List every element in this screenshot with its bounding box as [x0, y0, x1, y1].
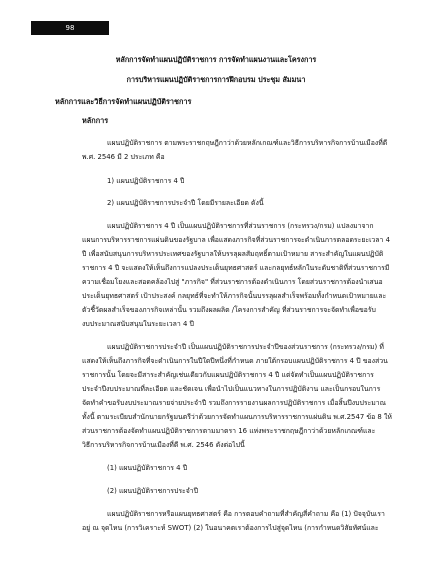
paragraph-2-line: ตัวชี้วัดผลสำเร็จของภารกิจเหล่านั้น รวมถึงผลผลิต /โครงการสำคัญ ที่ส่วนราชการจะจัดทำเพื่อขอรับ — [82, 306, 376, 314]
paragraph-2-line: งบประมาณสนับสนุนในระยะเวลา 4 ปี — [82, 320, 194, 328]
paragraph-3-line: แสดงให้เห็นถึงภารกิจที่จะดำเนินการในปีใดปีหนึ่งที่กำหนด ภายใต้กรอบแผนปฏิบัติราชการ 4 ปี ของส่วน — [82, 357, 388, 365]
paragraph-2-line: แผนปฏิบัติราชการ 4 ปี เป็นแผนปฏิบัติราชการที่ส่วนราชการ (กระทรวง/กรม) แปลงมาจาก — [107, 222, 374, 230]
list-item: (1) แผนปฏิบัติราชการ 4 ปี — [107, 464, 188, 472]
paragraph-3-line: ราชการนั้น โดยจะมีสาระสำคัญเช่นเดียวกับแผนปฏิบัติราชการ 4 ปี แต่จัดทำเป็นแผนปฏิบัติราชการ — [82, 371, 374, 379]
paragraph-3-line: วิธีการบริหารกิจการบ้านเมืองที่ดี พ.ศ. 2546 ดังต่อไปนี้ — [82, 441, 245, 449]
document-title-line-2: การบริหารแผนปฏิบัติราชการการฝึกอบรม ประชุม สัมมนา — [126, 75, 306, 84]
list-item: 1) แผนปฏิบัติราชการ 4 ปี — [107, 177, 185, 185]
document-title-line-1: หลักการจัดทำแผนปฏิบัติราชการ การจัดทำแผนงานและโครงการ — [115, 55, 317, 64]
list-item: 2) แผนปฏิบัติราชการประจำปี โดยมีรายละเอียด ดังนี้ — [107, 199, 264, 207]
paragraph-3-line: ประจำปีงบประมาณที่ละเอียด และชัดเจน เพื่อนำไปเป็นแนวทางในการปฏิบัติงาน และเป็นกรอบในการ — [82, 385, 381, 393]
paragraph-2-line: ราชการ 4 ปี จะแสดงให้เห็นถึงการแปลงประเด็นยุทธศาสตร์ และกลยุทธ์หลักในระดับชาติที่ส่วนราชการมี — [82, 264, 390, 272]
list-item: (2) แผนปฏิบัติราชการประจำปี — [107, 487, 199, 495]
paragraph-2-line: แผนการบริหารราชการแผ่นดินของรัฐบาล เพื่อแสดงภารกิจที่ส่วนราชการจะดำเนินการตลอดระยะเวลา 4 — [82, 236, 390, 244]
paragraph-3-line: แผนปฏิบัติราชการประจำปี เป็นแผนปฏิบัติราชการประจำปีของส่วนราชการ (กระทรวง/กรม) ที่ — [107, 343, 384, 351]
sub-heading: หลักการ — [82, 116, 109, 125]
paragraph-3-line: ส่วนราชการต้องจัดทำแผนปฏิบัติราชการตามมาตรา 16 แห่งพระราชกฤษฎีกาว่าด้วยหลักเกณฑ์และ — [82, 427, 376, 435]
paragraph-1-line: แผนปฏิบัติราชการ ตามพระราชกฤษฎีกาว่าด้วยหลักเกณฑ์และวิธีการบริหารกิจการบ้านเมืองที่ดี — [107, 139, 388, 147]
paragraph-4-line: แผนปฏิบัติราชการหรือแผนยุทธศาสตร์ คือ การตอบคำถามที่สำคัญสี่คำถาม คือ (1) ปัจจุบันเรา — [107, 510, 385, 518]
paragraph-1-line: พ.ศ. 2546 มี 2 ประเภท คือ — [82, 153, 165, 161]
paragraph-4-line: อยู่ ณ จุดไหน (การวิเคราะห์ SWOT) (2) ในอนาคตเราต้องการไปสู่จุดไหน (การกำหนดวิสัยทัศน์และ — [82, 524, 379, 532]
paragraph-3-line: ทั้งนี้ ตามระเบียบสำนักนายกรัฐมนตรีว่าด้วยการจัดทำแผนการบริหารราชการแผ่นดิน พ.ศ.2547 ข้อ 8 ให้ — [82, 413, 392, 421]
paragraph-2-line: ประเด็นยุทธศาสตร์ เป้าประสงค์ กลยุทธ์ที่จะทำให้ภารกิจนั้นบรรลุผลสำเร็จพร้อมทั้งกำหนดเป้าหมายและ — [82, 292, 387, 300]
paragraph-2-line: ความเชื่อมโยงและสอดคล้องไปสู่ "ภารกิจ" ที่ส่วนราชการต้องดำเนินการ โดยส่วนราชการต้องนำเสนอ — [82, 278, 383, 286]
section-heading: หลักการและวิธีการจัดทำแผนปฏิบัติราชการ — [55, 97, 192, 106]
page-number-box: 98 — [31, 21, 109, 35]
paragraph-2-line: ปี เพื่อสนับสนุนการบริหารประเทศของรัฐบาลให้บรรลุผลสัมฤทธิ์ตามเป้าหมาย สาระสำคัญในแผนปฏิบัติ — [82, 250, 384, 258]
paragraph-3-line: จัดทำคำขอรับงบประมาณรายจ่ายประจำปี รวมถึงการรายงานผลการปฏิบัติราชการ เมื่อสิ้นปีงบประมาณ — [82, 399, 387, 407]
